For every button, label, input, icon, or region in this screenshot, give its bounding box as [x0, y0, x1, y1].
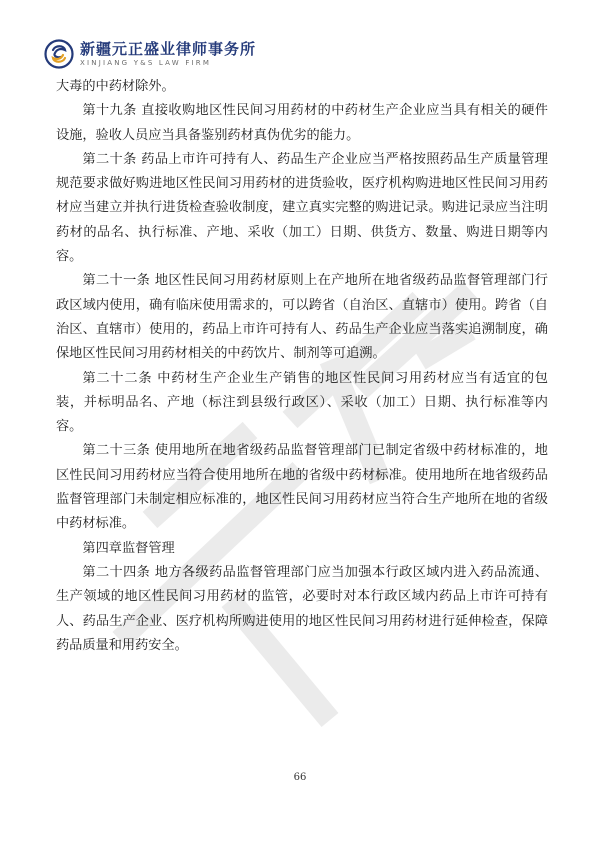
- article-22: 第二十二条 中药材生产企业生产销售的地区性民间习用药材应当有适宜的包装，并标明品名、产地（标注到县级行政区）、采收（加工）日期、执行标准等内容。: [56, 370, 548, 435]
- firm-name-cn: 新疆元正盛业律师事务所: [80, 39, 257, 58]
- article-23: 第二十三条 使用地所在地省级药品监督管理部门已制定省级中药材标准的，地区性民间习用药材应当符合使用地所在地的省级中药材标准。使用地所在地省级药品监督管理部门未制定相应标准的，地区性民间习用药材应当符合生产地所在地的省级中药材标准。: [56, 443, 548, 532]
- firm-name-en: XINJIANG Y&S LAW FIRM: [80, 58, 212, 67]
- article-21: 第二十一条 地区性民间习用药材原则上在产地所在地省级药品监督管理部门行政区域内使用，确有临床使用需求的，可以跨省（自治区、直辖市）使用。跨省（自治区、直辖市）使用的，药品上市许可持有人、药品生产企业应当落实追溯制度，确保地区性民间习用药材相关的中药饮片、制剂等可追溯。: [56, 273, 548, 362]
- page-number: 66: [293, 772, 307, 783]
- document-body: [56, 75, 548, 658]
- chapter-heading: 第四章监督管理: [82, 540, 175, 556]
- paragraph: 大毒的中药材除外。: [56, 79, 175, 94]
- article-19: 第十九条 直接收购地区性民间习用药材的中药材生产企业应当具有相关的硬件设施，验收人员应当具备鉴别药材真伪优劣的能力。: [56, 103, 548, 143]
- article-20: 第二十条 药品上市许可持有人、药品生产企业应当严格按照药品生产质量管理规范要求做好购进地区性民间习用药材的进货验收，医疗机构购进地区性民间习用药材应当建立并执行进货检查验收制度，建立真实完整的购进记录。购进记录应当注明药材的品名、执行标准、产地、采收（加工）日期、供货方、数量、购进日期等内容。: [56, 151, 548, 265]
- article-24: 第二十四条 地方各级药品监督管理部门应当加强本行政区域内进入药品流通、生产领域的地区性民间习用药材的监管，必要时对本行政区域内药品上市许可持有人、药品生产企业、医疗机构所购进使用的地区性民间习用药材进行延伸检查，保障药品质量和用药安全。: [56, 564, 548, 653]
- firm-brand: [80, 39, 257, 67]
- page-header: [44, 34, 256, 74]
- firm-logo-icon: [44, 39, 74, 69]
